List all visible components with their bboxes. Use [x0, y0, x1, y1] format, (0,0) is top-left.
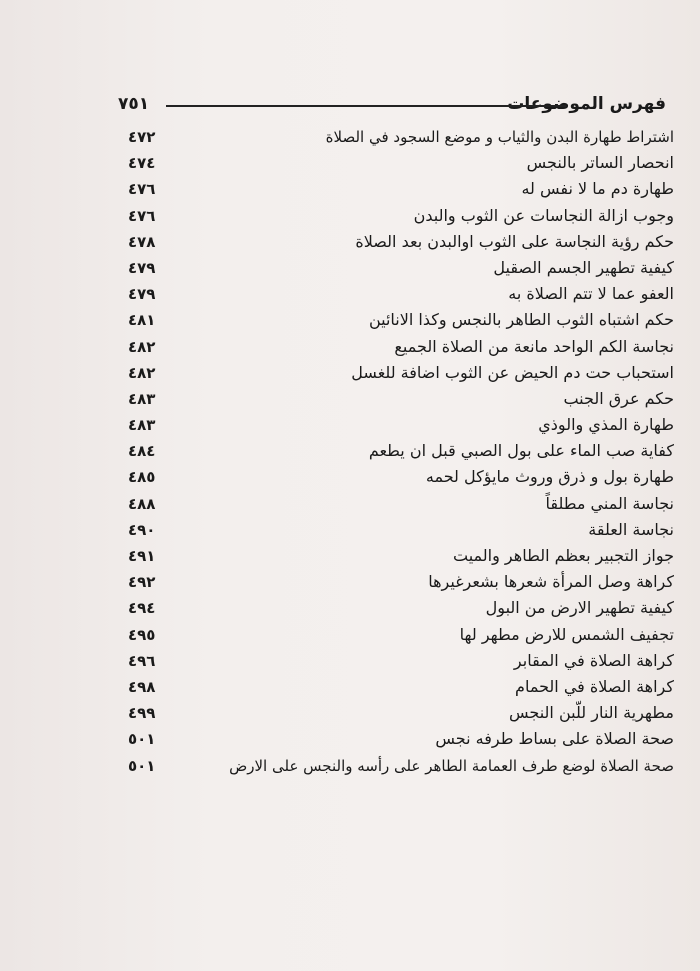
toc-entry-title: جواز التجبير بعظم الطاهر والميت: [453, 546, 674, 565]
toc-entry: [128, 229, 674, 255]
toc-entry: [128, 543, 674, 569]
toc-entry: [128, 438, 674, 464]
toc-entry-page: ٤٩٠: [128, 520, 156, 539]
toc-entry-title: انحصار الساتر بالنجس: [526, 153, 674, 173]
toc-entry: [128, 700, 674, 726]
toc-entry-page: ٤٧٢: [128, 128, 156, 146]
toc-entry-title: كراهة الصلاة في الحمام: [515, 676, 674, 696]
toc-entry-page: ٤٧٤: [128, 154, 156, 173]
toc-entry-title: مطهرية النار للّبن النجس: [509, 703, 674, 723]
header-title: فهرس الموضوعات: [507, 94, 666, 114]
toc-entry-page: ٤٨٢: [128, 337, 156, 356]
toc-entry-title: حكم رؤية النجاسة على الثوب اوالبدن بعد الصلاة: [355, 231, 674, 251]
toc-entry: [128, 360, 674, 386]
toc-entry-title: حكم اشتباه الثوب الطاهر بالنجس وكذا الانائين: [368, 310, 674, 330]
toc-entry-title: كراهة الصلاة في المقابر: [513, 650, 674, 670]
toc-entry-page: ٤٧٩: [128, 285, 156, 304]
toc-entry: [128, 307, 674, 333]
toc-entry: [128, 726, 674, 752]
toc-entry-page: ٤٩١: [128, 547, 156, 565]
toc-entry-page: ٤٩٢: [128, 573, 156, 592]
toc-entry-title: نجاسة العلقة: [588, 519, 674, 539]
toc-entry-page: ٤٩٤: [128, 599, 156, 618]
toc-entry-page: ٤٨٣: [128, 389, 156, 408]
toc-entry-title: نجاسة المني مطلقاً: [545, 493, 674, 513]
toc-entry: [128, 386, 674, 412]
toc-entry: [128, 491, 674, 517]
toc-entry-page: ٤٧٦: [128, 180, 156, 199]
toc-entry: [128, 517, 674, 543]
toc-entry-title: حكم عرق الجنب: [563, 388, 674, 408]
toc-entry-page: ٤٨٣: [128, 416, 156, 435]
toc-entry-title: وجوب ازالة النجاسات عن الثوب والبدن: [413, 205, 674, 225]
toc-entry: [128, 569, 674, 595]
toc-entry-page: ٤٩٥: [128, 625, 156, 644]
toc-entry: [128, 334, 674, 360]
table-of-contents: [128, 124, 674, 779]
toc-entry-page: ٤٧٩: [128, 258, 156, 277]
toc-entry-page: ٤٨٢: [128, 363, 156, 382]
toc-entry-page: ٤٩٩: [128, 704, 156, 723]
toc-entry-title: طهارة بول و ذرق وروث مايؤكل لحمه: [425, 467, 674, 487]
toc-entry: [128, 674, 674, 700]
toc-entry-page: ٤٩٦: [128, 651, 156, 670]
toc-entry: [128, 124, 674, 150]
toc-entry-page: ٤٨١: [128, 311, 156, 330]
toc-entry: [128, 412, 674, 438]
toc-entry-page: ٤٧٦: [128, 206, 156, 225]
toc-entry-title: صحة الصلاة على بساط طرفه نجس: [435, 729, 674, 749]
toc-entry: [128, 595, 674, 621]
header-rule: [166, 105, 566, 107]
toc-entry: [128, 281, 674, 307]
toc-entry-title: كيفية تطهير الارض من البول: [485, 598, 674, 618]
toc-entry: [128, 255, 674, 281]
toc-entry-page: ٤٨٥: [128, 468, 156, 487]
toc-entry-title: كفاية صب الماء على بول الصبي قبل ان يطعم: [368, 441, 674, 461]
page-header: [118, 92, 666, 122]
toc-entry-title: العفو عما لا تتم الصلاة به: [508, 284, 674, 304]
toc-entry-title: كيفية تطهير الجسم الصقيل: [493, 257, 674, 277]
toc-entry-title: صحة الصلاة لوضع طرف العمامة الطاهر على رأسه والنجس على الارض: [229, 756, 674, 775]
toc-entry-page: ٤٨٨: [128, 494, 156, 513]
toc-entry-title: استحباب حت دم الحيض عن الثوب اضافة للغسل: [351, 362, 674, 382]
toc-entry: [128, 464, 674, 490]
toc-entry: [128, 622, 674, 648]
toc-entry-page: ٥٠١: [128, 756, 156, 775]
toc-entry-title: تجفيف الشمس للارض مطهر لها: [459, 624, 674, 644]
toc-entry-title: طهارة دم ما لا نفس له: [521, 179, 674, 199]
toc-entry-title: اشتراط طهارة البدن والثياب و موضع السجود في الصلاة: [325, 128, 674, 146]
toc-entry-title: نجاسة الكم الواحد مانعة من الصلاة الجميع: [394, 336, 674, 356]
toc-entry-title: كراهة وصل المرأة شعرها بشعرغيرها: [428, 572, 674, 592]
toc-entry: [128, 150, 674, 176]
toc-entry: [128, 648, 674, 674]
toc-entry: [128, 753, 674, 779]
toc-entry-title: طهارة المذي والوذي: [538, 415, 674, 435]
toc-entry: [128, 176, 674, 202]
toc-entry: [128, 203, 674, 229]
toc-entry-page: ٥٠١: [128, 730, 156, 749]
toc-entry-page: ٤٨٤: [128, 442, 156, 461]
header-page-number: ٧٥١: [118, 94, 150, 114]
toc-entry-page: ٤٩٨: [128, 677, 156, 696]
toc-entry-page: ٤٧٨: [128, 232, 156, 251]
